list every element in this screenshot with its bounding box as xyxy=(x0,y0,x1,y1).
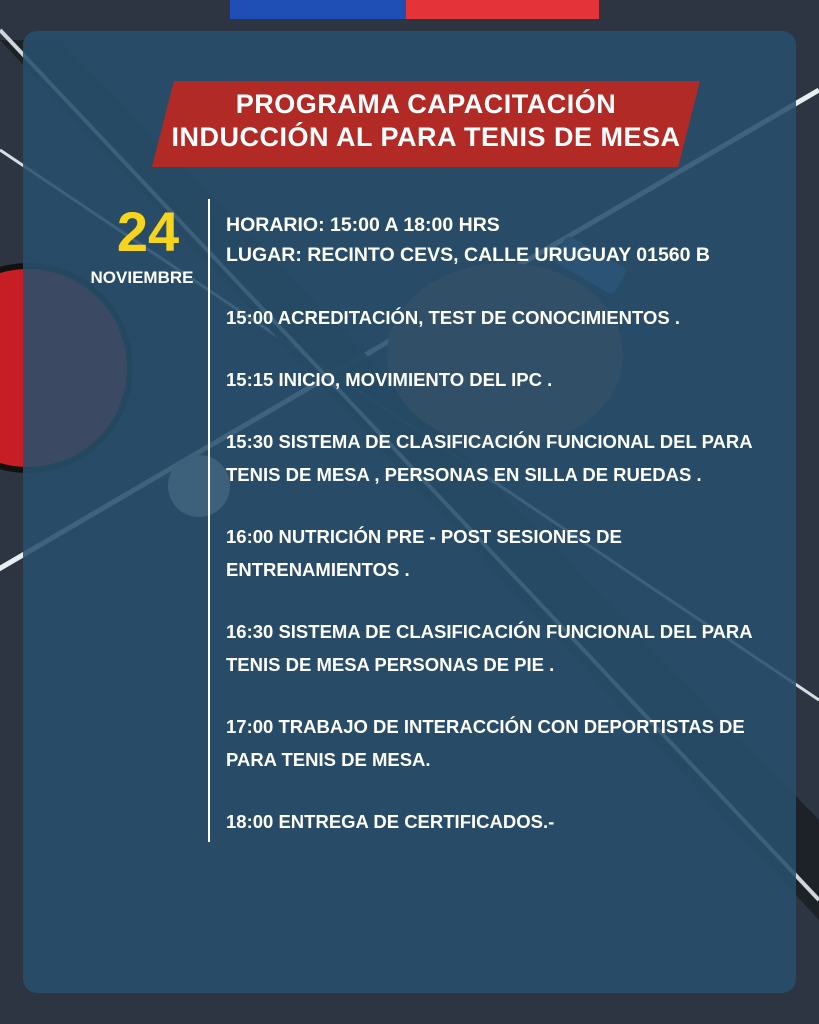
agenda-item: 15:30 SISTEMA DE CLASIFICACIÓN FUNCIONAL DEL PARA TENIS DE MESA , PERSONAS EN SILLA DE RUEDAS . xyxy=(226,431,752,485)
event-day: 24 xyxy=(116,200,180,263)
schedule-time: HORARIO: 15:00 A 18:00 HRS xyxy=(226,214,500,236)
agenda-item: 16:00 NUTRICIÓN PRE - POST SESIONES DE ENTRENAMIENTOS . xyxy=(226,526,622,580)
title-line-1: PROGRAMA CAPACITACIÓN xyxy=(235,89,617,119)
agenda-item: 15:15 INICIO, MOVIMIENTO DEL IPC . xyxy=(226,369,553,390)
agenda-item: 17:00 TRABAJO DE INTERACCIÓN CON DEPORTISTAS DE PARA TENIS DE MESA. xyxy=(226,716,745,770)
agenda-item: 15:00 ACREDITACIÓN, TEST DE CONOCIMIENTOS . xyxy=(226,307,680,328)
event-month: NOVIEMBRE xyxy=(90,268,194,287)
flag-stripe-blue xyxy=(230,0,406,19)
vertical-divider xyxy=(208,199,210,842)
agenda-item: 18:00 ENTREGA DE CERTIFICADOS.- xyxy=(226,811,555,832)
page-title xyxy=(152,88,700,154)
event-info xyxy=(226,210,786,270)
flag-stripe-red xyxy=(406,0,599,19)
schedule-content xyxy=(226,210,786,867)
event-venue: LUGAR: RECINTO CEVS, CALLE URUGUAY 01560 B xyxy=(226,244,710,266)
agenda-item: 16:30 SISTEMA DE CLASIFICACIÓN FUNCIONAL DEL PARA TENIS DE MESA PERSONAS DE PIE . xyxy=(226,621,752,675)
title-line-2: INDUCCIÓN AL PARA TENIS DE MESA xyxy=(171,122,681,152)
